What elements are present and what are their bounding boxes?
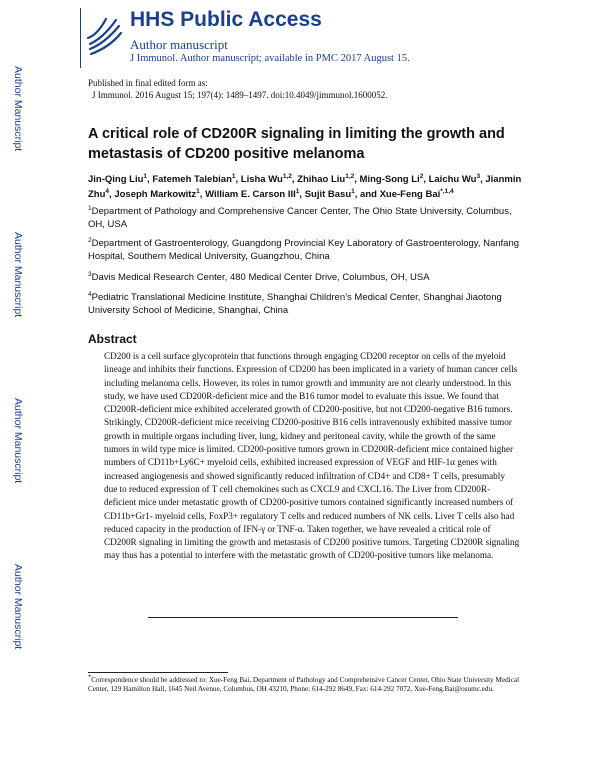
journal-availability: J Immunol. Author manuscript; available in PMC 2017 August 15.	[130, 53, 410, 64]
author-manuscript-label: Author manuscript	[130, 37, 228, 52]
author-affiliation-marker: 2	[419, 172, 424, 180]
published-citation: J Immunol. 2016 August 15; 197(4): 1489–1497. doi:10.4049/jimmunol.1600052.	[92, 90, 388, 100]
published-label: Published in final edited form as:	[88, 78, 208, 88]
hhs-eagle-logo-icon	[84, 14, 124, 60]
footnote-rule	[88, 672, 228, 673]
author-affiliation-marker: 1	[196, 187, 200, 195]
author-name: Joseph Markowitz	[114, 189, 197, 200]
author-list: Jin-Qing Liu$^1$, Fatemeh Talebian$^1$, Lisha Wu$^{1,2}$, Zhihao Liu$^{1,2}$, Ming-Song Li$^2$, Laichu Wu$^3$, Jianmin Zhu$^4$, Joseph Markowitz$^1$, William E. Carson III$^1$, Sujit Basu$^1$, and Xue-Feng Bai$^{*,1,4}$	[88, 172, 522, 200]
sidebar-label-2: Author Manuscript	[12, 232, 24, 318]
sidebar-label-1: Author Manuscript	[12, 66, 24, 152]
correspondence-footnote: *Correspondence should be addressed to: Xue-Feng Bai, Department of Pathology and Comprehensive Cancer Center, Ohio State University Medical Center, 129 Hamilton Hall, 1645 Neil Avenue, Columbus, OH 43210, Phone: 614-292 8649, Fax: 614-292 7072, Xue-Feng.Bai@osumc.edu.	[88, 673, 520, 693]
abstract-text: CD200 is a cell surface glycoprotein that functions through engaging CD200 receptor on cells of the myeloid lineage and inhibits their functions. Expression of CD200 has been implicated in a variety of human cancer cells including melanoma cells. However, its roles in tumor growth and immunity are not clearly understood. In this study, we have used CD200R-deficient mice and the B16 tumor model to evaluate this issue. We found that CD200R-deficient mice exhibited accelerated growth of CD200-positive, but not CD200-negative B16 tumors. Strikingly, CD200R-deficient mice receiving CD200-positive B16 cells intravenously exhibited massive tumor growth in multiple organs including liver, lung, kidney and peritoneal cavity, while the growth of the same tumors in wild type mice is limited. CD200-positive tumors grown in CD200R-deficient mice contained higher numbers of CD11b+Ly6C+ myeloid cells, exhibited increased expression of VEGF and HIF-1α genes with increased angiogenesis and showed significantly reduced infiltration of CD4+ and CD8+ T cells, presumably due to reduced expression of T cell chemokines such as CXCL9 and CXCL16. The Liver from CD200R-deficient mice under metastatic growth of CD200-positive tumors contained significantly increased numbers of CD11b+Gr1- myeloid cells, FoxP3+ regulatory T cells and reduced numbers of NK cells. Liver T cells also had reduced capacity in the production of IFN-γ or TNF-α. Taken together, we have revealed a critical role of CD200R signaling in limiting the growth and metastasis of CD200 positive tumors. Targeting CD200R signaling may thus has a potential to interfere with the metastatic growth of CD200-positive tumors like melanoma.	[104, 351, 520, 561]
author-name: Ming-Song Li	[359, 174, 420, 185]
author-name: Fatemeh Talebian	[152, 174, 232, 185]
sidebar-label-4: Author Manuscript	[12, 564, 24, 650]
hhs-title: HHS Public Access	[130, 8, 322, 31]
author-name: Jianmin Zhu	[88, 174, 522, 200]
article-title: A critical role of CD200R signaling in limiting the growth and metastasis of CD200 positive melanoma	[88, 126, 505, 162]
affiliation-2: $^2$Department of Gastroenterology, Guangdong Provincial Key Laboratory of Gastroenterology, Nanfang Hospital, Southern Medical University, Guangzhou, China	[88, 236, 520, 262]
author-affiliation-marker: *,1,4	[440, 187, 454, 195]
affiliation-4: $^4$Pediatric Translational Medicine Institute, Shanghai Children’s Medical Center, Shanghai Jiaotong University School of Medicine, Shanghai, China	[88, 290, 502, 316]
author-affiliation-marker: 4	[105, 187, 110, 195]
author-name: Lisha Wu	[240, 174, 283, 185]
author-name: Laichu Wu	[428, 174, 477, 185]
author-affiliation-marker: 1	[351, 187, 355, 195]
author-affiliation-marker: 1,2	[282, 172, 292, 180]
author-affiliation-marker: 3	[476, 172, 481, 180]
author-name: Jin-Qing Liu	[88, 174, 144, 185]
author-affiliation-marker: 1,2	[345, 172, 355, 180]
sidebar-label-3: Author Manuscript	[12, 398, 24, 484]
affiliation-1: $^1$Department of Pathology and Comprehensive Cancer Center, The Ohio State University, Columbus, OH, USA	[88, 204, 512, 230]
author-name: Sujit Basu	[304, 189, 352, 200]
author-affiliation-marker: 1	[143, 172, 148, 180]
affiliation-3: $^3$Davis Medical Research Center, 480 Medical Center Drive, Columbus, OH, USA	[88, 270, 430, 283]
author-affiliation-marker: 1	[295, 187, 300, 195]
author-affiliation-marker: 1	[231, 172, 236, 180]
author-name: Zhihao Liu	[297, 174, 346, 185]
abstract-heading: Abstract	[88, 332, 137, 346]
author-name: William E. Carson III	[205, 189, 296, 200]
author-name: Xue-Feng Bai	[379, 189, 441, 200]
abstract-end-rule	[148, 617, 458, 618]
header-divider	[80, 8, 81, 68]
